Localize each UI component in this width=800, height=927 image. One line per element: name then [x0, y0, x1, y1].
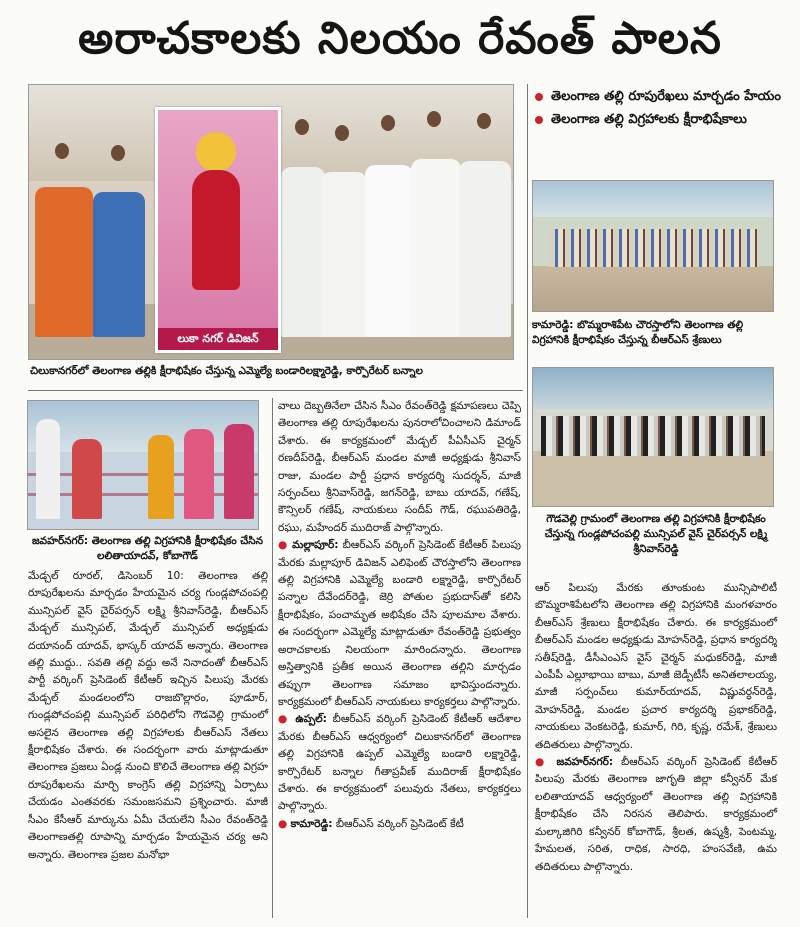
bullet-item: తెలంగాణ తల్లి రూపురేఖలు మార్చడం హేయం — [535, 86, 790, 107]
statue-banner — [155, 107, 281, 353]
banner-text: లుకా నగర్ డివిజన్ — [158, 328, 278, 350]
section-divider — [28, 390, 523, 391]
article-paragraph: ● మల్లాపూర్: బీఆర్ఎస్ వర్కింగ్ ప్రెసిడెంట్ కేటీఆర్ పిలుపు మేరకు మల్లాపూర్ డివిజన్ ఎలిఫెంట్ చౌరస్తాలోని తెలంగాణ తల్లి విగ్రహానికి ఎమ్మెల్యే బండారి లక్ష్మారెడ్డి, కార్పొరేటర్ పన్నాల దేవేందర్‌రెడ్డి, జెర్రి పోతుల ప్రభుదాస్‌తో కలిసి క్షీరాభిషేకం, పంచామృత అభిషేకం చేసి పూలమాల వేశారు. ఈ సందర్భంగా ఎమ్మెల్యే మాట్లాడుతూ రేవంత్‌రెడ్డి ప్రభుత్వం అరాచకాలకు నిలయంగా మారిందన్నారు. తెలంగాణ అస్తిత్వానికి ప్రతీక అయిన తెలంగాణ తల్లిని మార్చడం తప్పుగా తెలంగాణ సమాజం భావిస్తుందన్నారు. కార్యక్రమంలో బీఆర్ఎస్ నాయకులు కార్యకర్తలు పాల్గొన్నారు. — [278, 539, 521, 708]
article-column-3 — [535, 580, 777, 876]
article-paragraph: ● జవహర్‌నగర్: బీఆర్ఎస్ వర్కింగ్ ప్రెసిడెంట్ కేటీఆర్ పిలుపు మేరకు తెలంగాణ జాగృతి జిల్లా కన్వీనర్ మేక లలితాయాదవ్ ఆధ్వర్యంలో తెలంగాణ తల్లి విగ్రహానికి క్షీరాభిషేకం చేసి నిరసన తెలిపారు. కార్యక్రమంలో మల్కాజిగిరి కన్వీనర్ కోబాగౌడ్, శ్రీలత, ఉష్మశ్రీ, పెంటమ్మ, హేమలత, సరిత, రాధిక, సారధి, హంసవేణి, ఉమ తదితరులు పాల్గొన్నారు. — [535, 756, 777, 873]
article-paragraph: ● ఉప్పల్: బీఆర్ఎస్ వర్కింగ్ ప్రెసిడెంట్ కేటీఆర్ ఆదేశాల మేరకు బీఆర్ఎస్ ఆధ్వర్యంలో చిలుకానగర్‌లో తెలంగాణ తల్లి విగ్రహానికి ఉప్పల్ ఎమ్మెల్యే బండారి లక్ష్మారెడ్డి, కార్పొరేటర్ బన్నాల గీతాప్రవీణ్ ముదిరాజ్ క్షీరాభిషేకం చేశారు. ఈ కార్యక్రమంలో పలువురు నేతలు, కార్యకర్తలు పాల్గొన్నారు. — [278, 713, 521, 813]
caption-main: చిలుకానగర్‌లో తెలంగాణ తల్లికి క్షీరాభిషేకం చేస్తున్న ఎమ్మెల్యే బండారిలక్ష్మారెడ్డి, కార్పొరేటర్ బన్నాల — [30, 365, 423, 377]
article-paragraph: ● కామారెడ్డి: బీఆర్ఎస్ వర్కింగ్ ప్రెసిడెంట్ కేటీ — [278, 817, 464, 830]
caption-right-top: కామారెడ్డి: బొమ్మరాశిపేట చౌరస్తాలోని తెలంగాణ తల్లి విగ్రహానికి క్షీరాభిషేకం చేస్తున్న బీఆర్ఎస్ శ్రేణులు — [532, 319, 744, 346]
bullet-item: తెలంగాణ తల్లి విగ్రహాలకు క్షీరాభిషేకాలు — [535, 109, 790, 130]
caption-left: జవహర్‌నగర్: తెలంగాణ తల్లి విగ్రహానికి క్షీరాభిషేకం చేసిన లలితాయాదవ్, కోబాగౌడ్ — [31, 535, 264, 562]
highlights — [535, 86, 790, 132]
photo-jawaharnagar — [27, 400, 259, 530]
column-divider — [272, 398, 273, 918]
article-paragraph: మేడ్చల్ రూరల్, డిసెంబర్ 10: తెలంగాణ తల్లి రూపురేఖలను మార్చడం హేయమైన చర్య గుండ్లపోచంపల్లి మున్సిపల్ వైస్ చైర్‌పర్సన్ లక్ష్మి శ్రీనివాస్‌రెడ్డి, బీఆర్ఎస్ మేడ్చల్ మున్సిపల్, మేడ్చల్ మున్సిపల్ అధ్యక్షుడు దయానంద్ యాదవ్, భాస్కర్ యాదవ్ అన్నారు. తెలంగాణ తల్లి ముద్దు.. సవతి తల్లి వద్దు అనే నినాదంతో బీఆర్ఎస్ పార్టీ వర్కింగ్ ప్రెసిడెంట్ కేటీఆర్ ఇచ్చిన పిలుపు మేరకు మేడ్చల్ మండలంలోని రాజబొల్లారం, పూడూర్, గుండ్లపోచంపల్లి మున్సిపల్ పరిధిలోని గౌడవెల్లి గ్రామంలో అసలైన తెలంగాణ తల్లి విగ్రహాలకు బీఆర్ఎస్ నేతలు క్షీరాభిషేకం చేశారు. ఈ సందర్భంగా వారు మాట్లాడుతూ తెలంగాణ ప్రజలు ఏండ్ల నుంచి కొలిచే తెలంగాణ తల్లి విగ్రహ రూపురేఖలను మార్చి కాంగ్రెస్ తల్లి విగ్రహాన్ని ఏర్పాటు చేయడం ఎంతవరకు సమంజసమని ప్రశ్నించారు. మాజీ సీఎం కేసీఆర్ మార్కును ఏమీ చేయలేని సీఎం రేవంత్‌రెడ్డి తెలంగాణతల్లి రూపాన్ని మార్చడం హేయమైన చర్య అని అన్నారు. తెలంగాణ ప్రజల మనోభా — [28, 570, 268, 861]
article-paragraph: వాలు దెబ్బతినేలా చేసిన సీఎం రేవంత్‌రెడ్డి క్షమాపణలు చెప్పి తెలంగాణ తల్లి రూపురేఖలను పునరాలోచించాలని డిమాండ్ చేశారు. ఈ కార్యక్రమంలో మేడ్చల్ పీఏసీఎస్ చైర్మన్ రణదీప్‌రెడ్డి, బీఆర్ఎస్ మండల మాజీ అధ్యక్షుడు శ్రీనివాస్ రాజు, మండల పార్టీ ప్రధాన కార్యదర్శి సుదర్శన్, మాజీ సర్పంచ్‌లు శ్రీనివాస్‌రెడ్డి, జగన్‌రెడ్డి, బాబు యాదవ్, గణేష్, కౌన్సిలర్ గణేష్, నాయకులు సందీప్ గౌడ్, రఘుపతిరెడ్డి, రఘు, మహేందర్ ముదిరాజ్ పాల్గొన్నారు. — [278, 400, 521, 534]
article-paragraph: ఆర్ పిలుపు మేరకు తూంకుంట మున్సిపాలిటీ బొమ్మరాశిపేటలోని తెలంగాణ తల్లి విగ్రహానికి మంగళవారం బీఆర్ఎస్ శ్రేణులు క్షీరాభిషేకం చేశారు. ఈ కార్యక్రమంలో బీఆర్ఎస్ మండల అధ్యక్షుడు మోహన్‌రెడ్డి, ప్రధాన కార్యదర్శి సతీష్‌రెడ్డి, డీసీఎంఎస్ వైస్ చైర్మన్ మధుకర్‌రెడ్డి, మాజీ ఎంపీపీ ఎల్లూభాయి బాబు, మాజీ జెడ్పీటీసీ అనితలాలయ్య, మాజీ సర్పంచ్‌లు కుమార్‌యాదవ్, విష్ణువర్ధన్‌రెడ్డి, మోహన్‌రెడ్డి, మండల ప్రచార కార్యదర్శి ప్రభాకర్‌రెడ్డి, నాయకులు వెంకటరెడ్డి, కుమార్, గిరి, కృష్ణ, రమేశ్, శ్రేణులు తదితరులు పాల్గొన్నారు. — [535, 582, 777, 751]
photo-gowdavelli — [532, 367, 774, 507]
column-divider — [527, 84, 528, 918]
article-column-2 — [278, 398, 521, 833]
bullet-icon — [535, 116, 543, 124]
caption-right-mid: గౌడవెల్లి గ్రామంలో తెలంగాణ తల్లి విగ్రహానికి క్షీరాభిషేకం చేస్తున్న గుండ్లపోచంపల్లి మున్సిపల్ వైస్ చైర్‌పర్సన్ లక్ష్మి శ్రీనివాస్‌రెడ్డి — [544, 513, 768, 555]
article-column-1 — [28, 568, 268, 864]
headline: అరాచకాలకు నిలయం రేవంత్ పాలన — [78, 13, 722, 64]
photo-kamareddy — [532, 180, 774, 312]
bullet-icon — [535, 93, 543, 101]
